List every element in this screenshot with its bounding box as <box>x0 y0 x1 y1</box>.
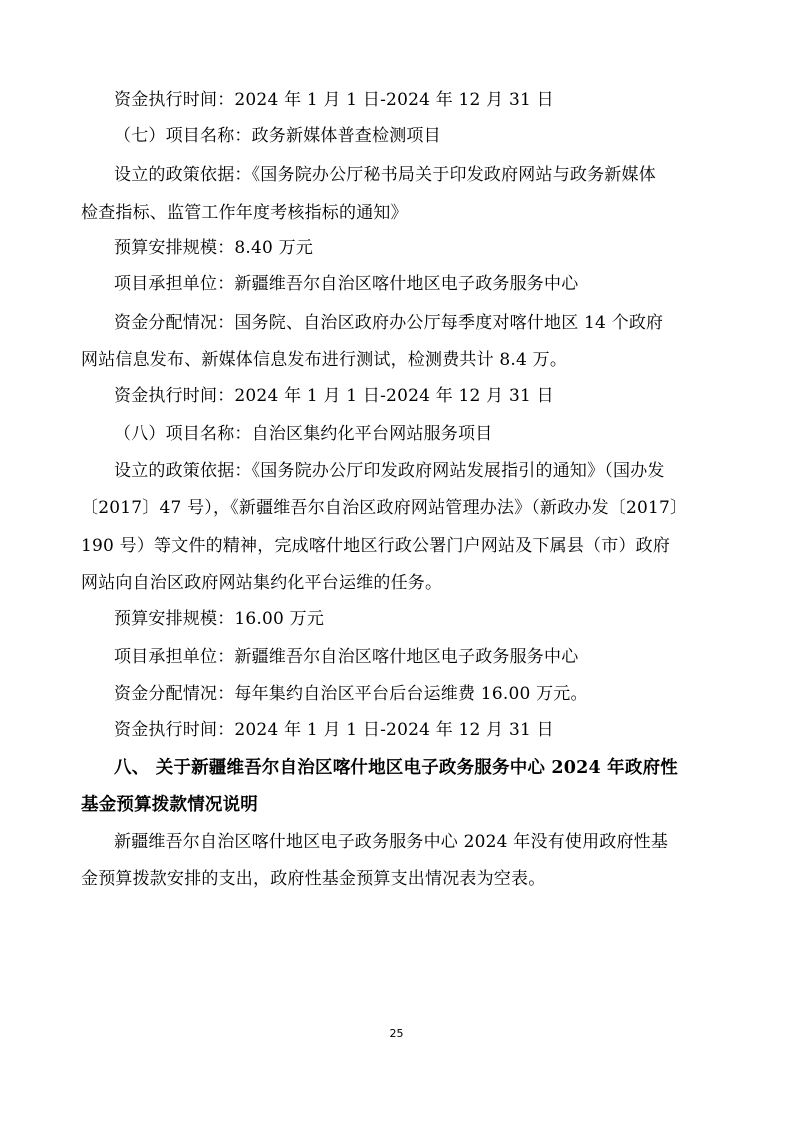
text-line: 项目承担单位：新疆维吾尔自治区喀什地区电子政务服务中心 <box>114 274 579 294</box>
text-line: 项目承担单位：新疆维吾尔自治区喀什地区电子政务服务中心 <box>114 647 579 667</box>
text-line: 预算安排规模：16.00 万元 <box>114 609 325 629</box>
section-title: （七）项目名称：政务新媒体普查检测项目 <box>114 126 441 146</box>
text-line: 预算安排规模：8.40 万元 <box>114 238 314 258</box>
page-number: 25 <box>389 1027 404 1040</box>
text-line: 资金执行时间：2024 年 1 月 1 日-2024 年 12 月 31 日 <box>114 720 554 740</box>
section-title: （八）项目名称：自治区集约化平台网站服务项目 <box>114 424 493 444</box>
text-line: 资金分配情况：每年集约自治区平台后台运维费 16.00 万元。 <box>114 684 588 704</box>
text-line: 设立的政策依据：《国务院办公厅印发政府网站发展指引的通知》（国办发 <box>114 461 665 481</box>
text-line: 新疆维吾尔自治区喀什地区电子政务服务中心 2024 年没有使用政府性基 <box>114 832 669 852</box>
chapter-heading: 八、 关于新疆维吾尔自治区喀什地区电子政务服务中心 2024 年政府性 <box>114 758 678 778</box>
text-line: 资金执行时间：2024 年 1 月 1 日-2024 年 12 月 31 日 <box>114 386 554 406</box>
text-line: 190 号）等文件的精神，完成喀什地区行政公署门户网站及下属县（市）政府 <box>81 536 671 556</box>
text-line: 网站信息发布、新媒体信息发布进行测试，检测费共计 8.4 万。 <box>81 350 568 370</box>
text-line: 资金分配情况：国务院、自治区政府办公厅每季度对喀什地区 14 个政府 <box>114 313 664 333</box>
chapter-heading-continued: 基金预算拨款情况说明 <box>81 795 258 815</box>
text-line: 资金执行时间：2024 年 1 月 1 日-2024 年 12 月 31 日 <box>114 90 554 110</box>
text-line: 网站向自治区政府网站集约化平台运维的任务。 <box>81 573 443 593</box>
text-line: 〔2017〕47 号），《新疆维吾尔自治区政府网站管理办法》（新政办发〔2017〕 <box>81 498 688 518</box>
text-line: 检查指标、监管工作年度考核指标的通知》 <box>81 203 408 223</box>
text-line: 设立的政策依据：《国务院办公厅秘书局关于印发政府网站与政务新媒体 <box>114 165 656 185</box>
text-line: 金预算拨款安排的支出，政府性基金预算支出情况表为空表。 <box>81 869 546 889</box>
